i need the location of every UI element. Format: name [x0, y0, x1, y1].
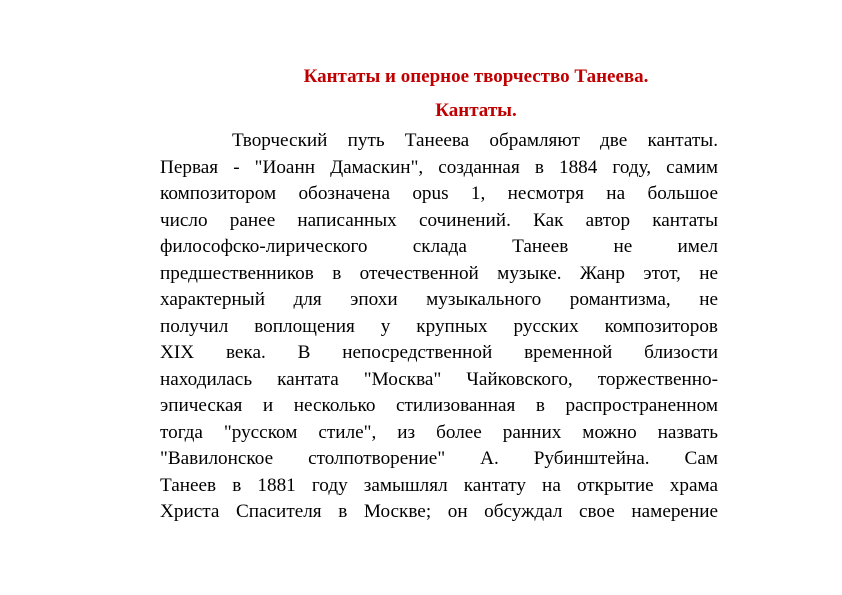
text-line: характерный для эпохи музыкального романтизма, не: [160, 289, 718, 310]
text-line: философско-лирического склада Танеев не имел: [160, 236, 718, 257]
text-line: эпическая и несколько стилизованная в распространенном: [160, 395, 718, 416]
text-line: получил воплощения у крупных русских композиторов: [160, 315, 718, 337]
text-line: XIX века. В непосредственной временной близости: [160, 342, 718, 363]
page-title: Кантаты и оперное творчество Танеева.: [303, 66, 649, 87]
body-paragraph: [160, 128, 718, 526]
text-line: Христа Спасителя в Москве; он обсуждал свое намерение: [160, 501, 718, 522]
text-line: Творческий путь Танеева обрамляют две кантаты.: [232, 130, 718, 151]
text-line: "Вавилонское столпотворение" А. Рубинштейна. Сам: [160, 448, 718, 469]
text-line: находилась кантата "Москва" Чайковского, торжественно-: [160, 368, 718, 390]
text-line: Танеев в 1881 году замышлял кантату на открытие храма: [160, 474, 718, 496]
section-title: Кантаты.: [435, 100, 517, 121]
text-line: композитором обозначена opus 1, несмотря на большое: [160, 183, 718, 204]
text-line: число ранее написанных сочинений. Как автор кантаты: [160, 209, 718, 231]
text-line: предшественников в отечественной музыке. Жанр этот, не: [160, 262, 718, 284]
text-line: Первая - "Иоанн Дамаскин", созданная в 1884 году, самим: [160, 156, 718, 178]
text-line: тогда "русском стиле", из более ранних можно назвать: [160, 421, 718, 443]
